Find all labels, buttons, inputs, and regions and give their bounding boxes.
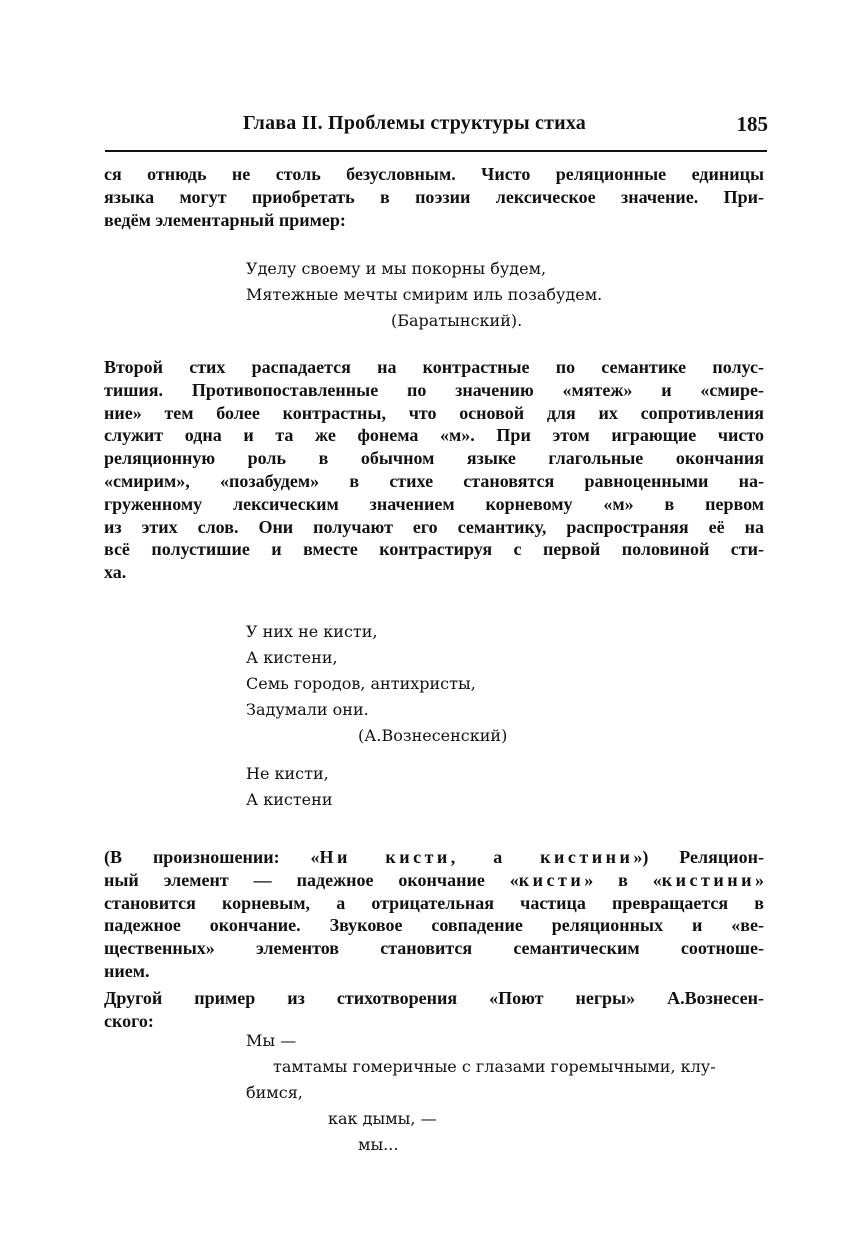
verse-author: (Баратынский). xyxy=(391,311,523,330)
verse-line: У них не кисти, xyxy=(246,622,378,641)
spaced-text: кистини xyxy=(661,869,755,890)
verse-line: как дымы, — xyxy=(328,1109,437,1128)
paragraph-3 xyxy=(104,846,764,983)
verse-line: мы... xyxy=(358,1135,399,1154)
text-run: » xyxy=(754,869,764,890)
paragraph-4 xyxy=(104,987,764,1033)
verse-line: Семь городов, антихристы, xyxy=(246,674,476,693)
text-line: Второй стих распадается на контрастные по семантике полус- xyxy=(104,357,764,377)
text-line: ние» тем более контрастны, что основой для их сопротивления xyxy=(104,402,764,423)
text-line: ского: xyxy=(104,1010,154,1031)
verse-line: Задумали они. xyxy=(246,700,369,719)
verse-author: (А.Вознесенский) xyxy=(358,726,508,745)
text-line: падежное окончание. Звуковое совпадение реляционных и «ве- xyxy=(104,915,764,936)
text-line: всё полустишие и вместе контрастируя с первой половиной сти- xyxy=(104,539,764,560)
text-line xyxy=(104,869,764,892)
text-line: ведём элементарный пример: xyxy=(104,209,346,230)
verse-line: Не кисти, xyxy=(246,764,329,783)
text-line: ся отнюдь не столь безусловным. Чисто реляционные единицы xyxy=(104,164,764,184)
text-run: ») Реляцион- xyxy=(633,847,764,867)
verse-voznesensky xyxy=(246,619,507,749)
running-header xyxy=(243,112,768,146)
text-run: » в « xyxy=(584,869,662,890)
page-number: 185 xyxy=(736,112,768,136)
text-line xyxy=(104,846,764,869)
verse-line: Мы — xyxy=(246,1031,297,1050)
text-line: щественных» элементов становится семантическим соотноше- xyxy=(104,938,764,959)
text-line: нием. xyxy=(104,960,150,981)
verse-line: тамтамы гомеричные с глазами горемычными, клу- xyxy=(273,1057,716,1076)
verse-line: Уделу своему и мы покорны будем, xyxy=(246,259,547,278)
text-line: реляционную роль в обычном языке глагольные окончания xyxy=(104,448,764,469)
verse-baratynsky xyxy=(246,256,602,334)
text-line: Другой пример из стихотворения «Поют негры» А.Вознесен- xyxy=(104,988,764,1008)
verse-line: А кистени, xyxy=(246,648,338,667)
text-line: становится корневым, а отрицательная частица превращается в xyxy=(104,892,764,913)
text-line: «смирим», «позабудем» в стихе становятся равноценными на- xyxy=(104,470,764,491)
text-line: груженному лексическим значением корневому «м» в первом xyxy=(104,493,764,514)
verse-line: А кистени xyxy=(246,790,333,809)
verse-line: Мятежные мечты смирим иль позабудем. xyxy=(246,285,603,304)
text-line: языка могут приобретать в поэзии лексическое значение. При- xyxy=(104,186,764,207)
text-run: (В произношении: « xyxy=(104,847,320,867)
paragraph-1 xyxy=(104,163,764,231)
verse-quote xyxy=(246,761,332,813)
text-line: тишия. Противопоставленные по значению «мятеж» и «смире- xyxy=(104,379,764,400)
text-run: ный элемент — падежное окончание « xyxy=(104,869,519,890)
spaced-text: Ни кисти, а кистини xyxy=(319,847,634,867)
verse-negry xyxy=(246,1028,716,1158)
spaced-text: кисти xyxy=(518,869,585,890)
verse-line: бимся, xyxy=(246,1083,303,1102)
text-line: служит одна и та же фонема «м». При этом играющие чисто xyxy=(104,425,764,446)
text-line: ха. xyxy=(104,562,127,583)
paragraph-2 xyxy=(104,356,764,584)
running-title: Глава II. Проблемы структуры стиха xyxy=(243,112,586,134)
text-line: из этих слов. Они получают его семантику, распространяя её на xyxy=(104,516,764,537)
header-rule xyxy=(105,150,767,152)
